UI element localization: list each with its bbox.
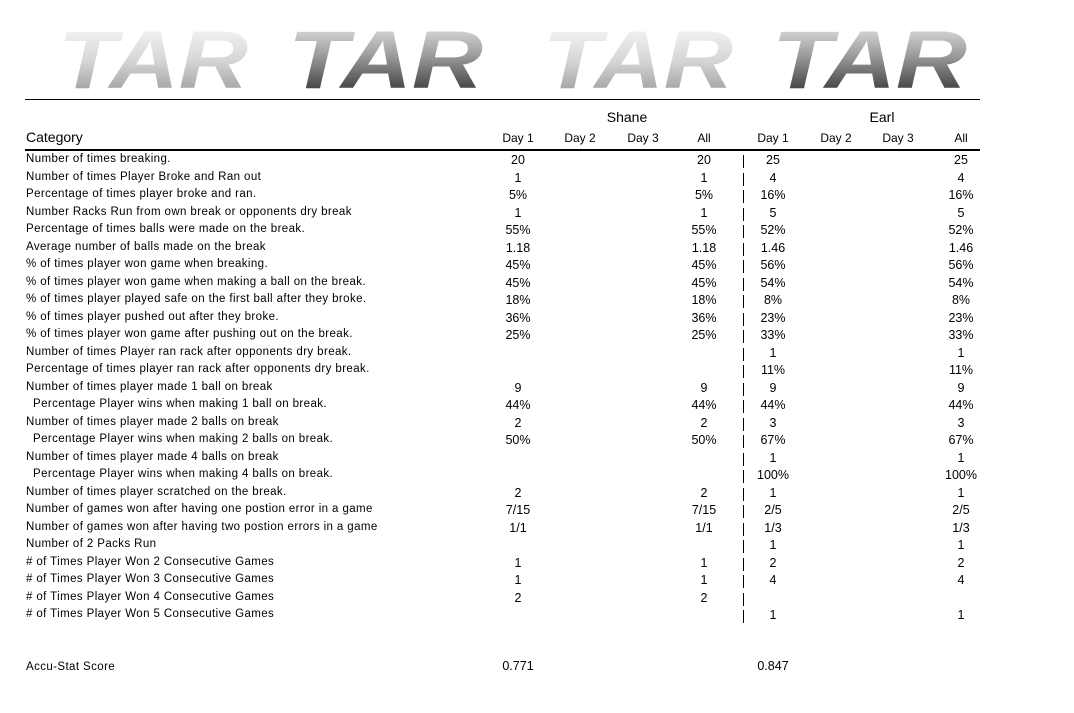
cell-shane-all: 25% bbox=[691, 328, 717, 342]
cell-shane-all: 44% bbox=[691, 398, 717, 412]
cell-shane-day1: 5% bbox=[508, 188, 528, 202]
cell-shane-day1: 1 bbox=[514, 205, 522, 220]
table-row bbox=[0, 397, 1074, 415]
table-row bbox=[0, 257, 1074, 275]
table-row bbox=[0, 240, 1074, 258]
cell-earl-all: 1/3 bbox=[952, 520, 970, 535]
cell-earl-day1: 9 bbox=[769, 380, 777, 395]
cell-earl-all: 25 bbox=[954, 153, 968, 167]
cell-shane-day1: 9 bbox=[514, 380, 522, 395]
top-divider bbox=[25, 99, 980, 100]
col-shane-all: All bbox=[697, 131, 711, 145]
table-row bbox=[0, 485, 1074, 503]
cell-shane-all: 1/1 bbox=[695, 520, 713, 535]
table-row bbox=[0, 362, 1074, 380]
cell-earl-day1: 56% bbox=[760, 258, 786, 272]
tar-logo-4: TAR bbox=[772, 15, 967, 100]
table-row bbox=[0, 380, 1074, 398]
cell-earl-all: 1 bbox=[957, 450, 965, 465]
table-row bbox=[0, 607, 1074, 625]
row-label: Number of times breaking. bbox=[26, 153, 171, 165]
row-label: Number of games won after having two postion errors in a game bbox=[26, 520, 378, 533]
table-row bbox=[0, 502, 1074, 520]
cell-shane-all: 1 bbox=[700, 170, 708, 185]
table-row bbox=[0, 170, 1074, 188]
cell-earl-day1: 3 bbox=[769, 415, 777, 430]
cell-earl-all: 2/5 bbox=[952, 503, 970, 517]
row-label: % of times player pushed out after they broke. bbox=[26, 310, 279, 323]
table-row bbox=[0, 555, 1074, 573]
cell-shane-day1: 45% bbox=[505, 275, 531, 290]
cell-earl-all: 100% bbox=[945, 468, 977, 482]
row-label: Number of games won after having one postion error in a game bbox=[26, 503, 373, 515]
row-label: Number of 2 Packs Run bbox=[26, 538, 157, 550]
cell-earl-day1: 54% bbox=[760, 275, 786, 290]
cell-earl-day1: 52% bbox=[760, 223, 786, 237]
player-name-shane: Shane bbox=[606, 109, 648, 125]
row-label: Percentage Player wins when making 1 ball on break. bbox=[33, 398, 327, 410]
cell-shane-all: 1 bbox=[700, 205, 708, 220]
cell-shane-day1: 2 bbox=[514, 590, 522, 605]
row-label: % of times player won game when breaking. bbox=[26, 258, 269, 270]
table-row bbox=[0, 415, 1074, 433]
cell-shane-all: 2 bbox=[700, 590, 708, 605]
cell-earl-day1: 16% bbox=[760, 188, 786, 202]
table-row bbox=[0, 432, 1074, 450]
table-row bbox=[0, 537, 1074, 555]
tar-logo-banner bbox=[0, 0, 1074, 100]
cell-shane-day1: 1.18 bbox=[505, 240, 531, 255]
cell-shane-all: 5% bbox=[694, 188, 714, 202]
score-shane: 0.771 bbox=[502, 659, 534, 673]
cell-shane-day1: 2 bbox=[514, 485, 522, 500]
row-label: Number Racks Run from own break or opponents dry break bbox=[26, 205, 352, 218]
cell-earl-all: 56% bbox=[948, 258, 974, 272]
cell-earl-all: 4 bbox=[957, 170, 965, 185]
header-divider bbox=[25, 149, 980, 151]
cell-earl-day1: 1.46 bbox=[760, 240, 786, 255]
col-earl-day2: Day 2 bbox=[820, 131, 852, 145]
row-label: # of Times Player Won 4 Consecutive Games bbox=[26, 590, 275, 603]
cell-earl-all: 1.46 bbox=[948, 240, 974, 255]
score-label: Accu-Stat Score bbox=[26, 661, 116, 673]
cell-shane-all: 45% bbox=[691, 275, 717, 290]
cell-shane-all: 9 bbox=[700, 380, 708, 395]
cell-shane-day1: 1 bbox=[514, 170, 522, 185]
cell-shane-all: 1 bbox=[700, 555, 708, 570]
cell-earl-all: 1 bbox=[957, 485, 965, 500]
cell-shane-all: 1.18 bbox=[691, 240, 717, 255]
table-row bbox=[0, 345, 1074, 363]
cell-earl-all: 54% bbox=[948, 275, 974, 290]
row-label: Number of times player scratched on the break. bbox=[26, 485, 287, 498]
table-row bbox=[0, 275, 1074, 293]
cell-shane-day1: 18% bbox=[505, 293, 531, 307]
row-label: # of Times Player Won 2 Consecutive Games bbox=[26, 555, 275, 568]
cell-shane-day1: 36% bbox=[505, 310, 531, 325]
cell-earl-all: 5 bbox=[957, 205, 965, 220]
table-row bbox=[0, 572, 1074, 590]
table-row bbox=[0, 187, 1074, 205]
tar-logo-1: TAR bbox=[58, 15, 248, 100]
cell-shane-day1: 50% bbox=[505, 433, 531, 447]
cell-earl-all: 11% bbox=[948, 363, 974, 377]
cell-shane-all: 45% bbox=[691, 258, 717, 272]
table-row bbox=[0, 467, 1074, 485]
row-label: % of times player won game after pushing out on the break. bbox=[26, 328, 353, 340]
row-label: % of times player played safe on the first ball after they broke. bbox=[26, 293, 367, 305]
tar-logo-2: TAR bbox=[288, 15, 483, 100]
cell-earl-day1: 100% bbox=[757, 468, 789, 482]
table-row bbox=[0, 310, 1074, 328]
row-label: # of Times Player Won 3 Consecutive Games bbox=[26, 573, 275, 585]
cell-earl-all: 9 bbox=[957, 380, 965, 395]
table-row bbox=[0, 222, 1074, 240]
table-row bbox=[0, 152, 1074, 170]
table-row bbox=[0, 292, 1074, 310]
table-row bbox=[0, 205, 1074, 223]
cell-earl-all: 4 bbox=[957, 573, 965, 587]
cell-earl-all: 33% bbox=[948, 328, 974, 342]
cell-earl-day1: 4 bbox=[769, 170, 777, 185]
cell-shane-all: 1 bbox=[700, 573, 708, 587]
cell-shane-day1: 1/1 bbox=[509, 520, 527, 535]
cell-earl-day1: 23% bbox=[760, 310, 786, 325]
row-label: Number of times player made 1 ball on break bbox=[26, 380, 273, 393]
cell-shane-all: 55% bbox=[691, 223, 717, 237]
cell-shane-day1: 55% bbox=[505, 223, 531, 237]
cell-shane-all: 20 bbox=[697, 153, 711, 167]
cell-earl-day1: 2/5 bbox=[764, 503, 782, 517]
cell-earl-all: 2 bbox=[957, 555, 965, 570]
cell-earl-all: 8% bbox=[951, 293, 971, 307]
cell-earl-all: 1 bbox=[957, 345, 965, 360]
cell-shane-day1: 25% bbox=[505, 328, 531, 342]
cell-earl-day1: 33% bbox=[760, 328, 786, 342]
cell-shane-all: 7/15 bbox=[691, 503, 717, 517]
row-label: % of times player won game when making a ball on the break. bbox=[26, 275, 367, 288]
tar-logo-3: TAR bbox=[543, 15, 733, 100]
score-earl: 0.847 bbox=[757, 659, 789, 673]
cell-earl-day1: 1/3 bbox=[764, 520, 782, 535]
cell-shane-all: 2 bbox=[700, 485, 708, 500]
table-row bbox=[0, 590, 1074, 608]
cell-shane-day1: 44% bbox=[505, 398, 531, 412]
cell-earl-day1: 1 bbox=[769, 485, 777, 500]
col-shane-day3: Day 3 bbox=[627, 131, 659, 145]
cell-earl-day1: 1 bbox=[769, 608, 777, 622]
col-earl-day1: Day 1 bbox=[757, 131, 789, 145]
row-label: Number of times player made 2 balls on break bbox=[26, 415, 279, 428]
cell-earl-day1: 2 bbox=[769, 555, 777, 570]
cell-earl-day1: 4 bbox=[769, 573, 777, 587]
cell-shane-all: 2 bbox=[700, 415, 708, 430]
cell-earl-all: 1 bbox=[957, 608, 965, 622]
cell-earl-day1: 25 bbox=[766, 153, 780, 167]
cell-shane-day1: 1 bbox=[514, 573, 522, 587]
cell-earl-all: 16% bbox=[948, 188, 974, 202]
row-label: Number of times player made 4 balls on break bbox=[26, 450, 279, 463]
col-earl-all: All bbox=[954, 131, 968, 145]
cell-shane-all: 50% bbox=[691, 433, 717, 447]
row-label: Average number of balls made on the break bbox=[26, 240, 266, 253]
category-header: Category bbox=[26, 129, 83, 145]
table-row bbox=[0, 520, 1074, 538]
col-shane-day1: Day 1 bbox=[502, 131, 534, 145]
row-label: Percentage Player wins when making 2 balls on break. bbox=[33, 433, 334, 445]
cell-earl-all: 1 bbox=[957, 538, 965, 552]
cell-shane-all: 18% bbox=[691, 293, 717, 307]
cell-earl-all: 3 bbox=[957, 415, 965, 430]
table-row bbox=[0, 450, 1074, 468]
cell-shane-day1: 7/15 bbox=[505, 503, 531, 517]
cell-earl-day1: 11% bbox=[760, 363, 786, 377]
cell-earl-all: 67% bbox=[948, 433, 974, 447]
table-row bbox=[0, 327, 1074, 345]
row-label: Percentage Player wins when making 4 balls on break. bbox=[33, 468, 334, 480]
row-label: Number of times Player ran rack after opponents dry break. bbox=[26, 345, 352, 358]
cell-earl-day1: 1 bbox=[769, 345, 777, 360]
cell-earl-day1: 67% bbox=[760, 433, 786, 447]
cell-earl-day1: 5 bbox=[769, 205, 777, 220]
cell-shane-day1: 45% bbox=[505, 258, 531, 272]
cell-earl-all: 23% bbox=[948, 310, 974, 325]
row-label: Number of times Player Broke and Ran out bbox=[26, 170, 262, 183]
cell-earl-all: 44% bbox=[948, 398, 974, 412]
col-shane-day2: Day 2 bbox=[564, 131, 596, 145]
row-label: Percentage of times player broke and ran. bbox=[26, 188, 257, 200]
cell-earl-day1: 8% bbox=[763, 293, 783, 307]
cell-earl-day1: 1 bbox=[769, 538, 777, 552]
row-label: # of Times Player Won 5 Consecutive Games bbox=[26, 608, 275, 620]
player-name-earl: Earl bbox=[869, 109, 895, 125]
cell-earl-day1: 44% bbox=[760, 398, 786, 412]
cell-shane-day1: 1 bbox=[514, 555, 522, 570]
cell-earl-day1: 1 bbox=[769, 450, 777, 465]
row-label: Percentage of times player ran rack after opponents dry break. bbox=[26, 363, 370, 375]
cell-earl-all: 52% bbox=[948, 223, 974, 237]
row-label: Percentage of times balls were made on the break. bbox=[26, 223, 306, 235]
col-earl-day3: Day 3 bbox=[882, 131, 914, 145]
column-separator bbox=[743, 593, 744, 606]
cell-shane-day1: 20 bbox=[511, 153, 525, 167]
cell-shane-all: 36% bbox=[691, 310, 717, 325]
cell-shane-day1: 2 bbox=[514, 415, 522, 430]
